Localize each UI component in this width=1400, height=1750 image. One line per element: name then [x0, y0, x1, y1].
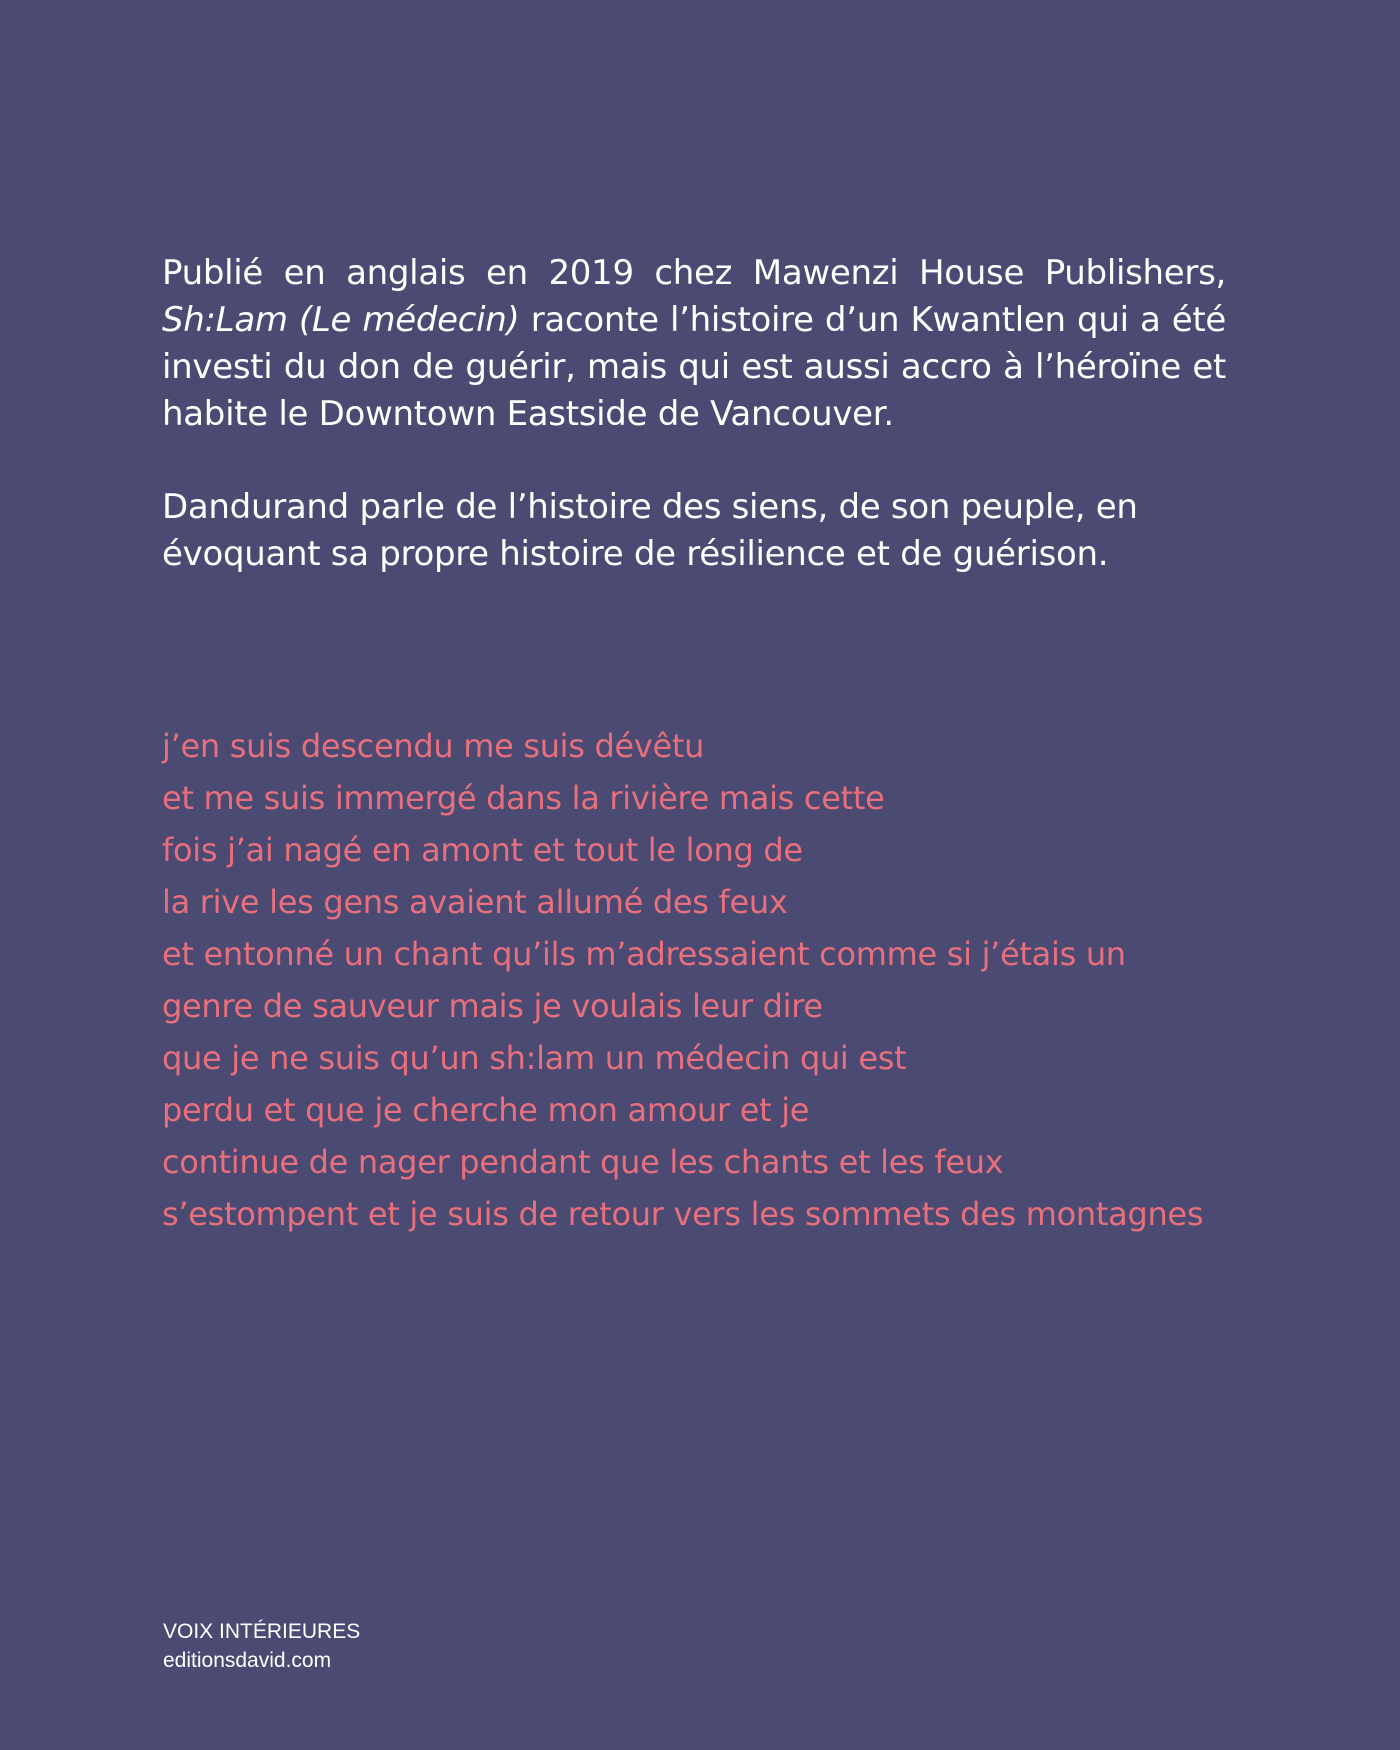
collection-name: VOIX INTÉRIEURES	[163, 1620, 361, 1643]
poem-line: et me suis immergé dans la rivière mais cette	[162, 779, 885, 817]
poem-excerpt	[162, 720, 1302, 1240]
poem-line: la rive les gens avaient allumé des feux	[162, 883, 788, 921]
description-intro: Publié en anglais en 2019 chez Mawenzi House Publishers,	[162, 253, 1226, 293]
poem-line: et entonné un chant qu’ils m’adressaient comme si j’étais un	[162, 935, 1126, 973]
poem-line: genre de sauveur mais je voulais leur dire	[162, 987, 823, 1025]
description-paragraph-1	[162, 250, 1226, 438]
publisher-website: editionsdavid.com	[163, 1649, 332, 1672]
book-title: Sh:Lam (Le médecin)	[162, 300, 520, 340]
publisher-footer	[163, 1617, 360, 1675]
poem-line: fois j’ai nagé en amont et tout le long de	[162, 831, 803, 869]
description-rest: raconte l’histoire d’un Kwantlen qui a été investi du don de guérir, mais qui est aussi accro à l’héroïne et habite le Downtown Eastside de Vancouver.	[162, 300, 1227, 434]
description-paragraph-2: Dandurand parle de l’histoire des siens, de son peuple, en évoquant sa propre histoire de résilience et de guérison.	[162, 487, 1138, 574]
poem-line: que je ne suis qu’un sh:lam un médecin qui est	[162, 1039, 907, 1077]
poem-line: continue de nager pendant que les chants et les feux	[162, 1143, 1004, 1181]
poem-line: j’en suis descendu me suis dévêtu	[162, 727, 705, 765]
poem-line: perdu et que je cherche mon amour et je	[162, 1091, 810, 1129]
book-description	[162, 250, 1226, 578]
poem-line: s’estompent et je suis de retour vers les sommets des montagnes	[162, 1195, 1204, 1233]
